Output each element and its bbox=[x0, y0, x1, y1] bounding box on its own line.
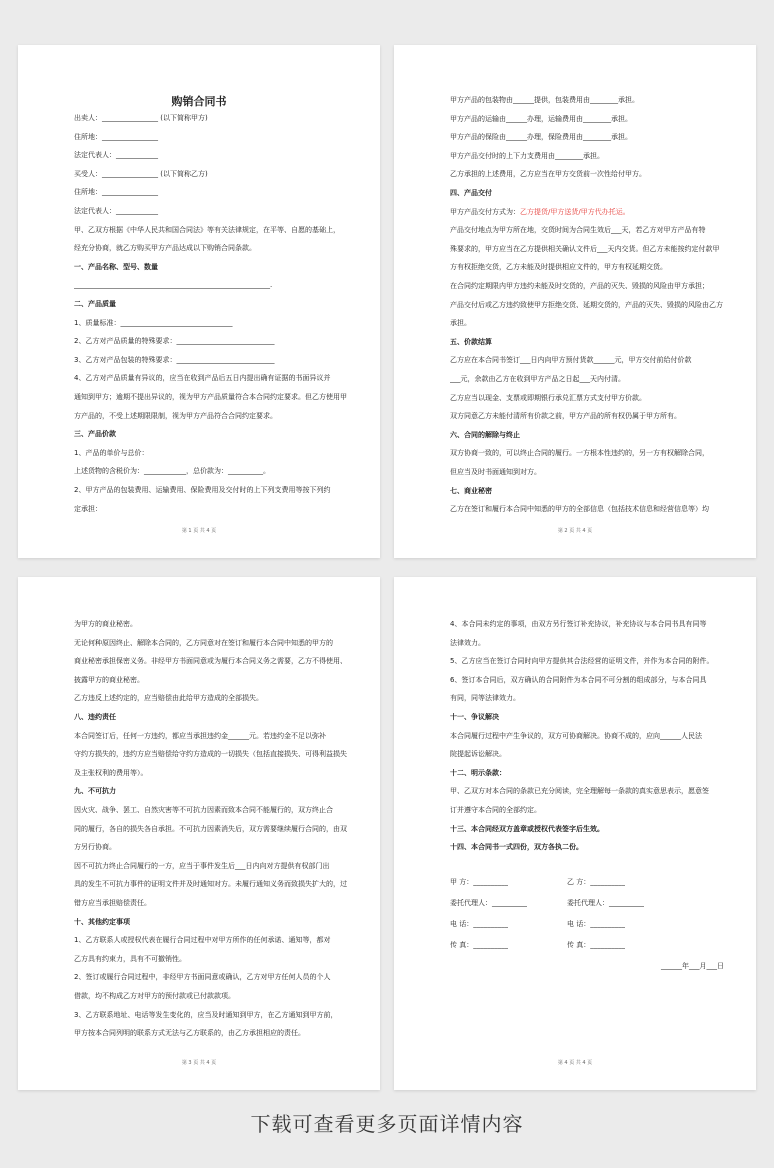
text-line: 甲、乙双方对本合同的条款已充分阅读，完全理解每一条款的真实意思表示，愿意签 bbox=[450, 787, 709, 796]
text-line: 乙方应在本合同书签订___日内向甲方预付货款______元，甲方交付前给付价款 bbox=[450, 356, 692, 365]
text-line: 5、乙方应当在签订合同时向甲方提供其合法经营的证明文件，并作为本合同的附件。 bbox=[450, 657, 714, 666]
text-line: 甲方产品的运输由______办理，运输费用由________承担。 bbox=[450, 114, 632, 123]
section-heading: 十四、本合同书一式四份，双方各执二份。 bbox=[450, 843, 583, 852]
text-line: 无论何种原因终止、解除本合同的，乙方同意对在签订和履行本合同中知悉的甲方的 bbox=[74, 638, 333, 647]
signature-field-right: 乙 方：__________ bbox=[567, 878, 626, 886]
text-line: 甲方产品的保险由______办理，保险费用由________承担。 bbox=[450, 133, 632, 142]
section-heading: 一、产品名称、型号、数量 bbox=[74, 262, 158, 271]
signature-field-right: 传 真：__________ bbox=[567, 941, 626, 949]
text-line: 住所地：________________ bbox=[74, 132, 158, 141]
text-line: 方另行协商。 bbox=[74, 843, 116, 852]
text-line: 上述货物的含税价为：____________，总价款为：__________。 bbox=[74, 467, 270, 476]
text-line: 但应当及时书面通知到对方。 bbox=[450, 468, 541, 476]
text-line: 产品交付地点为甲方所在地，交货时间为合同生效后___天，若乙方对甲方产品有特 bbox=[450, 226, 706, 235]
page-footer: 第 2 页 共 4 页 bbox=[557, 528, 593, 534]
text-line: 乙方违反上述约定的，应当赔偿由此给甲方造成的全部损失。 bbox=[74, 694, 263, 703]
page-footer: 第 3 页 共 4 页 bbox=[181, 1060, 217, 1066]
section-heading: 九、不可抗力 bbox=[74, 787, 116, 796]
text-line: 甲、乙双方根据《中华人民共和国合同法》等有关法律规定，在平等、自愿的基础上， bbox=[74, 225, 340, 234]
text-line: 法律效力。 bbox=[450, 638, 485, 647]
signature-field-left: 委托代理人：__________ bbox=[450, 899, 527, 907]
text-line: 守约方损失的，违约方应当赔偿给守约方造成的一切损失（包括直接损失、可得利益损失 bbox=[74, 750, 347, 759]
contract-page-2 bbox=[394, 45, 756, 558]
section-heading: 三、产品价款 bbox=[74, 430, 116, 439]
section-heading: 十三、本合同经双方盖章或授权代表签字后生效。 bbox=[450, 824, 604, 833]
text-line: 法定代表人：____________ bbox=[74, 151, 158, 160]
text-line: ___元，余款由乙方在收到甲方产品之日起___天内付清。 bbox=[450, 375, 625, 383]
text-line: 订并遵守本合同的全部约定。 bbox=[450, 806, 541, 814]
text-line: 院提起诉讼解决。 bbox=[450, 750, 506, 759]
text-line: 2、乙方对产品质量的特殊要求：____________________________ bbox=[74, 337, 275, 346]
text-line: 经充分协商，就乙方购买甲方产品达成以下购销合同条款。 bbox=[74, 244, 256, 253]
text-line: 本合同签订后，任何一方违约，都应当承担违约金______元。若违约金不足以弥补 bbox=[74, 731, 326, 740]
text-line: 2、签订或履行合同过程中，非经甲方书面同意或确认，乙方对甲方任何人员的个人 bbox=[74, 973, 331, 982]
signature-field-right: 电 话：__________ bbox=[567, 920, 626, 928]
section-heading: 四、产品交付 bbox=[450, 189, 492, 197]
date-line: ______年___月___日 bbox=[661, 962, 724, 970]
contract-page-3 bbox=[18, 577, 380, 1090]
text-line: 及主张权利的费用等）。 bbox=[74, 768, 148, 777]
contract-page-4 bbox=[394, 577, 756, 1090]
text-line: ________________________________________________________. bbox=[74, 281, 273, 290]
signature-field-left: 甲 方：__________ bbox=[450, 878, 509, 886]
text-line: 承担。 bbox=[450, 319, 471, 328]
text-line: 法定代表人：____________ bbox=[74, 207, 158, 215]
text-line: 双方同意乙方未能付清所有价款之前，甲方产品的所有权仍属于甲方所有。 bbox=[450, 412, 681, 421]
download-caption: 下载可查看更多页面详情内容 bbox=[250, 1112, 524, 1136]
text-line: 1、质量标准：________________________________ bbox=[74, 318, 233, 327]
text-line: 甲方产品的包装物由______提供，包装费用由________承担。 bbox=[450, 96, 639, 104]
text-line: 殊要求的，甲方应当在乙方提供相关确认文件后___天内交货。但乙方未能按约定付款甲 bbox=[450, 244, 720, 253]
text-line: 住所地：________________ bbox=[74, 188, 158, 197]
text-line: 乙方承担的上述费用，乙方应当在甲方交货前一次性给付甲方。 bbox=[450, 170, 646, 179]
text-line: 2、甲方产品的包装费用、运输费用、保险费用及交付时的上下列支费用等按下列约 bbox=[74, 486, 331, 494]
section-heading: 十一、争议解决 bbox=[450, 713, 499, 721]
text-line: 方产品的，不受上述期限限制，视为甲方产品符合合同约定要求。 bbox=[74, 411, 277, 420]
text-line: 同的履行，各自的损失各自承担。不可抗力因素消失后，双方需要继续履行合同的，由双 bbox=[74, 824, 347, 833]
text-line: 双方协商一致的，可以终止合同的履行。一方根本性违约的，另一方有权解除合同， bbox=[450, 449, 709, 458]
text-line: 1、产品的单价与总价： bbox=[74, 448, 149, 457]
section-heading: 二、产品质量 bbox=[74, 300, 116, 308]
text-line: 为甲方的商业秘密。 bbox=[74, 620, 137, 628]
text-line: 3、乙方联系地址、电话等发生变化的，应当及时通知到甲方，在乙方通知到甲方前， bbox=[74, 1010, 338, 1019]
text-line: 乙方具有约束力，具有不可撤销性。 bbox=[74, 954, 186, 963]
text-line: 甲方按本合同列明的联系方式无法与乙方联系的，由乙方承担相应的责任。 bbox=[74, 1029, 305, 1038]
text-line: 甲方产品交付方式为：乙方提货/甲方送货/甲方代办托运。 bbox=[450, 207, 630, 216]
text-line: 错方应当承担赔偿责任。 bbox=[74, 899, 151, 907]
text-line: 借款，均不构成乙方对甲方的预付款或已付款款项。 bbox=[74, 992, 235, 1000]
text-line: 乙方应当以现金、支票或即期银行承兑汇票方式支付甲方价款。 bbox=[450, 393, 646, 402]
text-line: 买受人：________________ (以下简称乙方) bbox=[74, 169, 208, 178]
text-line: 具的发生不可抗力事件的证明文件并及时通知对方。未履行通知义务而致损失扩大的，过 bbox=[74, 880, 347, 889]
text-line: 6、签订本合同后，双方确认的合同附件为本合同不可分割的组成部分，与本合同具 bbox=[450, 675, 707, 684]
signature-field-right: 委托代理人：__________ bbox=[567, 899, 644, 907]
text-line: 4、乙方对产品质量有异议的，应当在收到产品后五日内提出确有证据的书面异议并 bbox=[74, 374, 331, 383]
text-line: 产品交付后或乙方违约致使甲方拒绝交货、延期交货的，产品的灭失、毁损的风险由乙方 bbox=[450, 300, 723, 309]
text-line: 3、乙方对产品包装的特殊要求：____________________________ bbox=[74, 355, 275, 364]
signature-field-left: 传 真：__________ bbox=[450, 941, 509, 949]
text-line: 因不可抗力终止合同履行的一方，应当于事件发生后___日内向对方提供有权部门出 bbox=[74, 861, 330, 870]
text-line: 1、乙方联系人或授权代表在履行合同过程中对甲方所作的任何承诺、通知等，都对 bbox=[74, 936, 331, 945]
text-line: 通知到甲方；逾期不提出异议的，视为甲方产品质量符合本合同约定要求。但乙方使用甲 bbox=[74, 393, 347, 401]
section-heading: 十、其他约定事项 bbox=[74, 917, 130, 926]
text-line: 4、本合同未约定的事项，由双方另行签订补充协议，补充协议与本合同书具有同等 bbox=[450, 620, 707, 628]
text-line: 本合同履行过程中产生争议的，双方可协商解决。协商不成的，应向______人民法 bbox=[450, 731, 702, 740]
section-heading: 八、违约责任 bbox=[74, 713, 116, 721]
text-line: 方有权拒绝交货，乙方未能及时提供相应文件的，甲方有权延期交货。 bbox=[450, 263, 667, 272]
signature-field-left: 电 话：__________ bbox=[450, 920, 509, 928]
text-line: 乙方在签订和履行本合同中知悉的甲方的全部信息（包括技术信息和经营信息等）均 bbox=[450, 505, 709, 514]
text-line: 披露甲方的商业秘密。 bbox=[74, 675, 144, 684]
text-line: 有同，同等法律效力。 bbox=[450, 694, 520, 703]
text-line: 定承担： bbox=[74, 504, 102, 513]
page-title: 购销合同书 bbox=[171, 95, 227, 108]
section-heading: 十二、明示条款： bbox=[450, 768, 506, 777]
text-line: 出卖人：________________ (以下简称甲方) bbox=[74, 114, 208, 122]
section-heading: 五、价款结算 bbox=[450, 337, 492, 346]
text-line: 因火灾、战争、罢工、自然灾害等不可抗力因素而致本合同不能履行的，双方终止合 bbox=[74, 806, 333, 814]
text-line: 在合同约定期限内甲方违约未能及时交货的，产品的灭失、毁损的风险由甲方承担； bbox=[450, 282, 709, 290]
section-heading: 七、商业秘密 bbox=[450, 486, 492, 495]
text-line: 甲方产品交付时的上下力支费用由________承担。 bbox=[450, 151, 604, 160]
page-footer: 第 4 页 共 4 页 bbox=[557, 1060, 593, 1066]
highlighted-delivery-options: 乙方提货/甲方送货/甲方代办托运。 bbox=[520, 207, 630, 216]
page-footer: 第 1 页 共 4 页 bbox=[181, 528, 217, 534]
contract-page-1 bbox=[18, 45, 380, 558]
section-heading: 六、合同的解除与终止 bbox=[450, 430, 520, 439]
text-line: 商业秘密承担保密义务。非经甲方书面同意或为履行本合同义务之需要，乙方不得使用、 bbox=[74, 657, 347, 666]
